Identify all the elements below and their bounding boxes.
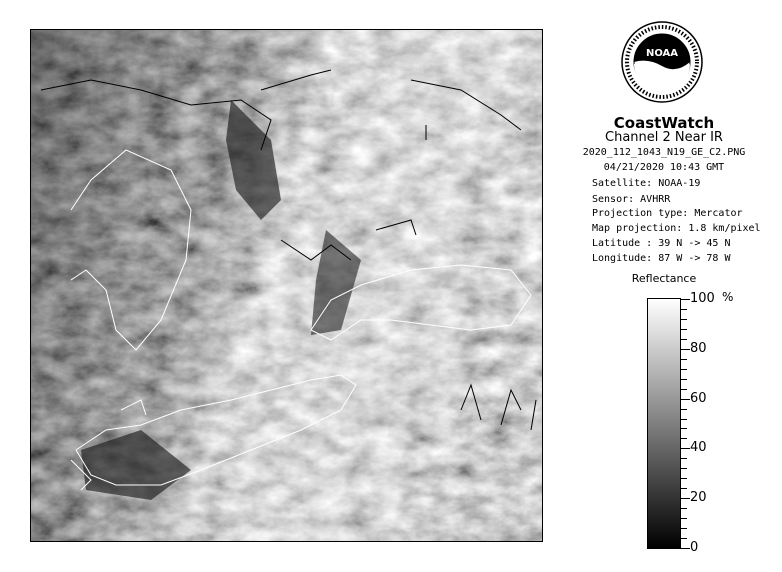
colorbar-tick-label: 60 [690, 390, 707, 406]
colorbar-unit: % [722, 290, 734, 304]
colorbar-major-tick [681, 448, 690, 449]
colorbar-label: Reflectance [631, 272, 697, 285]
colorbar-major-tick [681, 498, 690, 499]
colorbar-minor-tick [681, 458, 687, 459]
filename-label: 2020_112_1043_N19_GE_C2.PNG [582, 147, 746, 158]
colorbar-minor-tick [681, 369, 687, 370]
colorbar-major-tick [681, 349, 690, 350]
colorbar-tick-label: 0 [690, 540, 699, 555]
datetime-label: 04/21/2020 10:43 GMT [603, 162, 725, 173]
logo-text: NOAA [645, 48, 679, 59]
colorbar-tick-label: 80 [690, 340, 707, 356]
map-projection-label: Map projection: 1.8 km/pixel [592, 223, 761, 234]
colorbar-minor-tick [681, 389, 687, 390]
product-title: CoastWatch [613, 114, 715, 132]
colorbar-minor-tick [681, 339, 687, 340]
colorbar-major-tick [681, 299, 690, 300]
colorbar-minor-tick [681, 379, 687, 380]
colorbar-minor-tick [681, 309, 687, 310]
colorbar-minor-tick [681, 428, 687, 429]
channel-label: Channel 2 Near IR [605, 130, 723, 145]
colorbar-minor-tick [681, 538, 687, 539]
colorbar-minor-tick [681, 488, 687, 489]
colorbar-minor-tick [681, 518, 687, 519]
colorbar-minor-tick [681, 329, 687, 330]
satellite-label: Satellite: NOAA-19 [592, 178, 701, 189]
colorbar-tick-label: 20 [690, 490, 707, 506]
colorbar-minor-tick [681, 508, 687, 509]
colorbar-minor-tick [681, 528, 687, 529]
colorbar [647, 298, 681, 549]
colorbar-major-tick [681, 548, 690, 549]
colorbar-tick-label: 100 [690, 291, 715, 306]
colorbar-minor-tick [681, 478, 687, 479]
latitude-label: Latitude : 39 N -> 45 N [592, 238, 731, 249]
noaa-logo [620, 20, 704, 104]
colorbar-tick-label: 40 [690, 440, 707, 456]
satellite-image [30, 29, 543, 542]
colorbar-minor-tick [681, 468, 687, 469]
colorbar-major-tick [681, 399, 690, 400]
colorbar-minor-tick [681, 359, 687, 360]
sensor-label: Sensor: AVHRR [592, 194, 671, 205]
longitude-label: Longitude: 87 W -> 78 W [592, 253, 731, 264]
colorbar-minor-tick [681, 409, 687, 410]
colorbar-minor-tick [681, 319, 687, 320]
projection-type-label: Projection type: Mercator [592, 208, 743, 219]
colorbar-minor-tick [681, 438, 687, 439]
colorbar-minor-tick [681, 419, 687, 420]
